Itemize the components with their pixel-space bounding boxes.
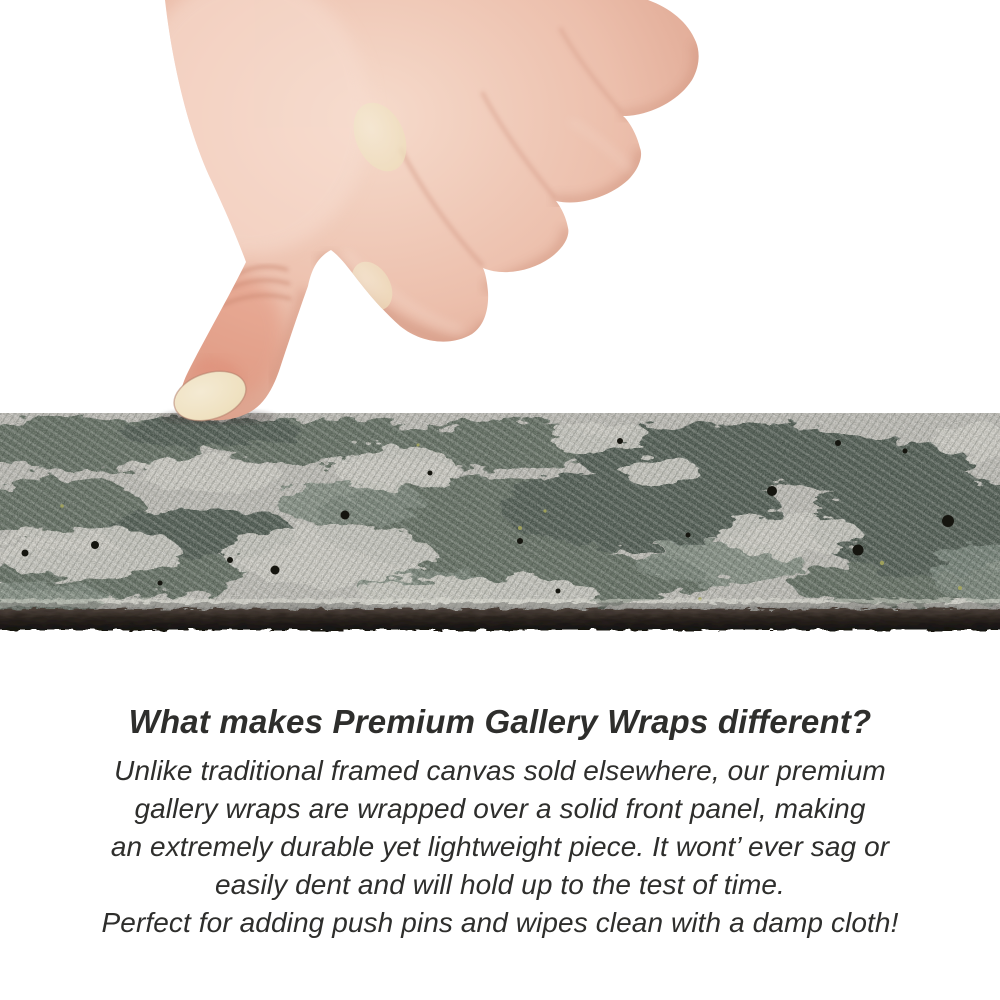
caption-line: Unlike traditional framed canvas sold elsewhere, our premium	[114, 755, 886, 786]
grain-light	[0, 413, 1000, 611]
caption-line: easily dent and will hold up to the test of time.	[215, 869, 785, 900]
caption-heading: What makes Premium Gallery Wraps different?	[128, 703, 872, 740]
caption-line: gallery wraps are wrapped over a solid front panel, making	[134, 793, 866, 824]
canvas-edge	[0, 609, 1000, 630]
caption-body	[0, 752, 1000, 942]
caption	[0, 700, 1000, 942]
caption-line: Perfect for adding push pins and wipes clean with a damp cloth!	[101, 907, 899, 938]
hand-photo	[100, 0, 720, 432]
caption-line: an extremely durable yet lightweight piece. It wont’ ever sag or	[110, 831, 890, 862]
canvas-strip	[0, 413, 1000, 635]
